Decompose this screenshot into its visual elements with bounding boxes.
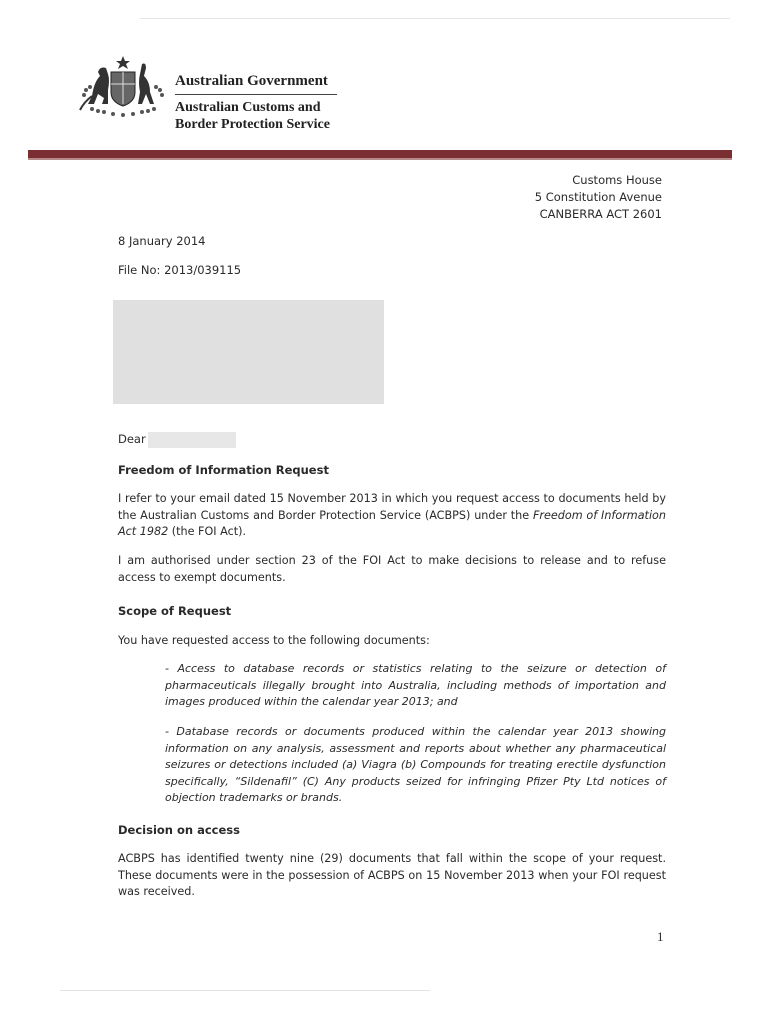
scope-intro: You have requested access to the following documents: [118,634,430,647]
sender-address [535,172,662,223]
page-number: 1 [657,929,664,944]
paragraph-request [118,491,666,541]
paragraph-authority: I am authorised under section 23 of the FOI Act to make decisions to release and to refuse access to exempt documents. [118,554,666,584]
scan-artifact-bottom [60,990,430,991]
para1-text-a: I refer to your email dated 15 November 2013 in which you request access to documents held by the Australian Customs and Border Protection Service (ACBPS) under the [118,492,666,522]
redacted-recipient-address [113,300,384,404]
para1-text-b: (the FOI Act). [168,525,247,538]
scope-item-2: - Database records or documents produced within the calendar year 2013 showing information on any analysis, assessment and reports about whether any pharmaceutical seizures or detections included (a) Viagra (b) Compounds for treating erectile dysfunction specifically, “Sildenafil” (C) Any products seized for infringing Pfizer Pty Ltd notices of objection trademarks or brands. [165,725,666,804]
agency-name-line2: Border Protection Service [175,117,330,132]
coat-of-arms-icon [78,54,168,120]
agency-name-line1: Australian Customs and [175,100,321,115]
letter-date: 8 January 2014 [118,234,206,248]
subject-heading: Freedom of Information Request [118,463,329,477]
letterhead-bar [28,150,732,158]
salutation: Dear [118,432,146,446]
letterhead-bar-shadow [28,158,732,160]
address-line3: CANBERRA ACT 2601 [539,207,662,221]
redacted-recipient-name [148,432,236,448]
scope-item-1: - Access to database records or statistics relating to the seizure or detection of pharmaceuticals illegally brought into Australia, including methods of importation and images produced within the calendar year 2013; and [165,662,666,708]
government-name: Australian Government [175,73,328,89]
scan-artifact-top [140,18,730,19]
decision-paragraph: ACBPS has identified twenty nine (29) documents that fall within the scope of your request. These documents were in the possession of ACBPS on 15 November 2013 when your FOI request was received. [118,852,666,898]
header-rule [175,94,337,95]
agency-header [175,72,337,133]
file-number: File No: 2013/039115 [118,263,242,277]
decision-heading: Decision on access [118,823,240,837]
scope-heading: Scope of Request [118,604,232,618]
act-title: Freedom of Information Act 1982 [118,508,666,538]
address-line2: 5 Constitution Avenue [534,190,662,204]
address-line1: Customs House [572,173,662,187]
